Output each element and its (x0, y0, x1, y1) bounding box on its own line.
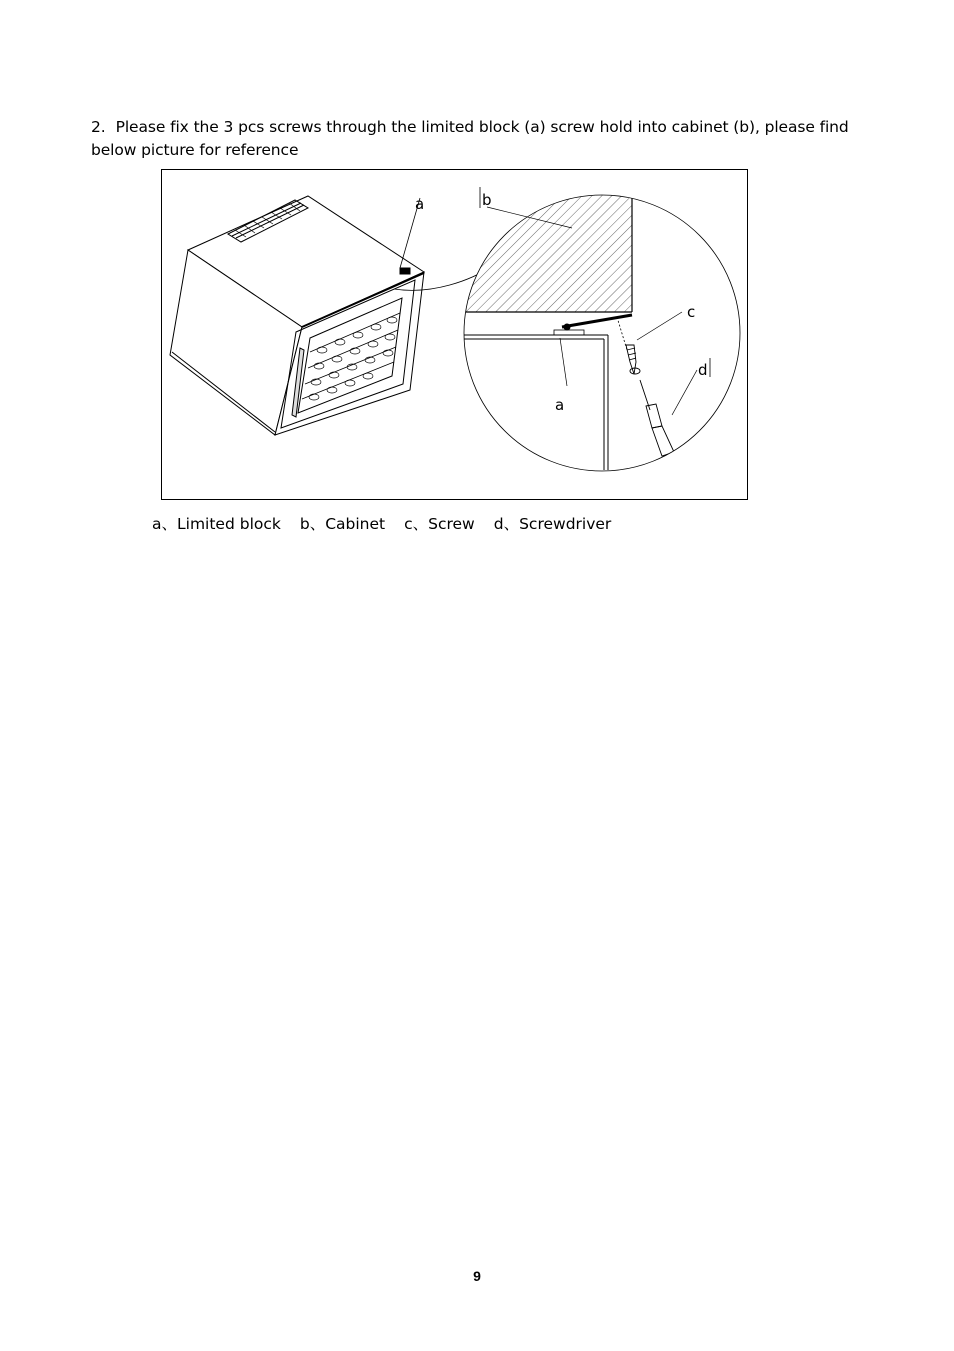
instruction-paragraph (91, 116, 871, 162)
page-number: 9 (473, 1268, 481, 1284)
step-number: 2. (91, 118, 106, 136)
installation-figure (161, 169, 748, 500)
legend-item-screwdriver: d、Screwdriver (493, 515, 612, 533)
legend-item-cabinet: b、Cabinet (299, 515, 386, 533)
label-b: b (482, 191, 492, 209)
label-a-detail: a (555, 396, 565, 414)
label-c: c (687, 303, 696, 321)
step-text: Please fix the 3 pcs screws through the limited block (a) screw hold into cabinet (b), please find below picture for reference (91, 118, 849, 159)
legend-item-screw: c、Screw (404, 515, 475, 533)
wine-cooler-diagram-icon (162, 170, 747, 499)
legend-item-limited-block: a、Limited block (152, 515, 281, 533)
label-d: d (698, 361, 708, 379)
figure-legend (152, 513, 630, 535)
wine-cooler-drawing (170, 196, 424, 435)
label-a-top: a (415, 195, 425, 213)
